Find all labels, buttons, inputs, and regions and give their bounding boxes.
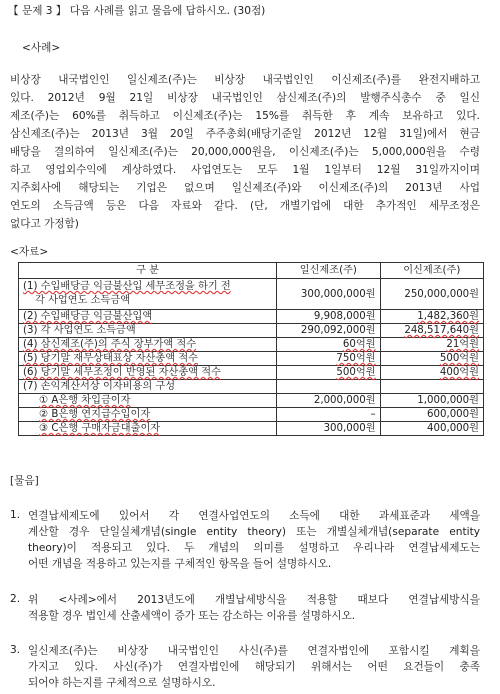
- table-cell-value: 300,000원: [277, 422, 380, 436]
- case-heading: <사례>: [22, 42, 61, 54]
- table-cell-value: [380, 380, 483, 394]
- data-heading: <자료>: [10, 246, 49, 258]
- question-number: 1.: [10, 509, 21, 521]
- case-line: 있다. 2012년 9월 21일 비상장 내국법인인 삼신제조(주)의 발행주식총수 중 일신: [10, 92, 480, 104]
- table-header-cell: 구 분: [19, 263, 277, 279]
- case-line: 제조(주)는 60%를 취득하고 이신제조(주)는 15%를 취득한 후 계속 보유하고 있다.: [10, 110, 480, 122]
- question-line: 적용할 경우 법인세 산출세액이 증가 또는 감소하는 이유를 설명하시오.: [28, 610, 356, 622]
- table-row: [19, 338, 484, 352]
- case-line: 지주회사에 해당되는 기업은 없으며 일신제조(주)와 이신제조(주)의 2013년 사업: [10, 182, 480, 194]
- question-line: 계산할 경우 단일실체개념(single entity theory) 또는 개별실체개념(separate entity: [28, 526, 480, 538]
- table-row: [19, 380, 484, 394]
- table-cell-value: [277, 380, 380, 394]
- table-cell-value: 21억원: [380, 338, 483, 352]
- table-cell-value: 2,000,000원: [277, 394, 380, 408]
- question-line: 일신제조(주)는 비상장 내국법인인 사신(주)를 연결자법인에 포함시킬 계획을: [28, 645, 480, 657]
- table-cell-label: (7) 손익계산서상 이자비용의 구성: [19, 380, 277, 394]
- data-table: [18, 262, 484, 436]
- question-number: 2.: [10, 593, 21, 605]
- table-cell-value: 248,517,640원: [380, 324, 483, 338]
- table-row: [19, 366, 484, 380]
- problem-header: 【 문제 3 】 다음 사례를 읽고 물음에 답하시오. (30점): [8, 5, 266, 17]
- question-line: 되어야 하는지를 구체적으로 설명하시오.: [28, 677, 216, 689]
- table-header-row: [19, 263, 484, 279]
- table-cell-value: 9,908,000원: [277, 310, 380, 324]
- case-line: 연도의 소득금액 등은 다음 자료와 같다. (단, 개별기업에 대한 추가적인 세무조정은: [10, 200, 480, 212]
- table-cell-label: (6) 당기말 세무조정이 반영된 자산총액 적수: [19, 366, 277, 380]
- table-cell-value: 290,092,000원: [277, 324, 380, 338]
- table-cell-value: 250,000,000원: [380, 279, 483, 310]
- table-cell-value: –: [277, 408, 380, 422]
- question-line: 연결납세제도에 있어서 각 연결사업연도의 소득에 대한 과세표준과 세액을: [28, 510, 480, 522]
- question-line: 위 <사례>에서 2013년도에 개별납세방식을 적용할 때보다 연결납세방식을: [28, 594, 480, 606]
- table-row: [19, 279, 484, 310]
- question-line: 가지고 있다. 사신(주)가 연결자법인에 해당되기 위해서는 어떤 요건들이 충족: [28, 661, 480, 673]
- table-cell-value: 400,000원: [380, 422, 483, 436]
- table-cell-label: (2) 수입배당금 익금불산입액: [19, 310, 277, 324]
- table-row: [19, 408, 484, 422]
- table-cell-value: 400억원: [380, 366, 483, 380]
- question-line: 어떤 개념을 적용하고 있는지를 구체적인 항목을 들어 설명하시오.: [28, 558, 332, 570]
- table-row: [19, 324, 484, 338]
- case-line: 없다고 가정함): [10, 218, 79, 230]
- table-cell-label: (1) 수입배당금 익금불산입 세무조정을 하기 전 각 사업연도 소득금액: [19, 279, 277, 310]
- table-cell-value: 600,000원: [380, 408, 483, 422]
- table-cell-label: ③ C은행 구매자금대출이자: [19, 422, 277, 436]
- case-line: 삼신제조(주)는 2013년 3월 20일 주주총회(배당기준일 2012년 12월 31일)에서 현금: [10, 128, 480, 140]
- table-cell-value: 60억원: [277, 338, 380, 352]
- table-cell-value: 1,000,000원: [380, 394, 483, 408]
- table-cell-value: 500억원: [380, 352, 483, 366]
- case-line: 배당을 결의하여 일신제조(주)는 20,000,000원을, 이신제조(주)는 5,000,000원을 수령: [10, 146, 480, 158]
- table-header-cell: 일신제조(주): [277, 263, 380, 279]
- questions-heading: [물음]: [10, 475, 39, 487]
- table-row: [19, 422, 484, 436]
- table-cell-value: 750억원: [277, 352, 380, 366]
- table-cell-value: 500억원: [277, 366, 380, 380]
- table-cell-label: (5) 당기말 재무상태표상 자산총액 적수: [19, 352, 277, 366]
- table-cell-label: (4) 삼신제조(주)의 주식 장부가액 적수: [19, 338, 277, 352]
- table-row: [19, 394, 484, 408]
- table-cell-value: 1,482,360원: [380, 310, 483, 324]
- question-line: theory)이 적용되고 있다. 두 개념의 의미를 설명하고 우리나라 연결납세제도는: [28, 542, 480, 554]
- table-cell-label: ① A은행 차입금이자: [19, 394, 277, 408]
- table-row: [19, 352, 484, 366]
- table-cell-label: (3) 각 사업연도 소득금액: [19, 324, 277, 338]
- case-line: 비상장 내국법인인 일신제조(주)는 비상장 내국법인인 이신제조(주)를 완전지배하고: [10, 74, 480, 86]
- table-header-cell: 이신제조(주): [380, 263, 483, 279]
- table-cell-label: ② B은행 연지급수입이자: [19, 408, 277, 422]
- question-number: 3.: [10, 644, 21, 656]
- table-cell-value: 300,000,000원: [277, 279, 380, 310]
- table-row: [19, 310, 484, 324]
- case-line: 하고 영업외수익에 계상하였다. 사업연도는 모두 1월 1일부터 12월 31일까지이며: [10, 164, 480, 176]
